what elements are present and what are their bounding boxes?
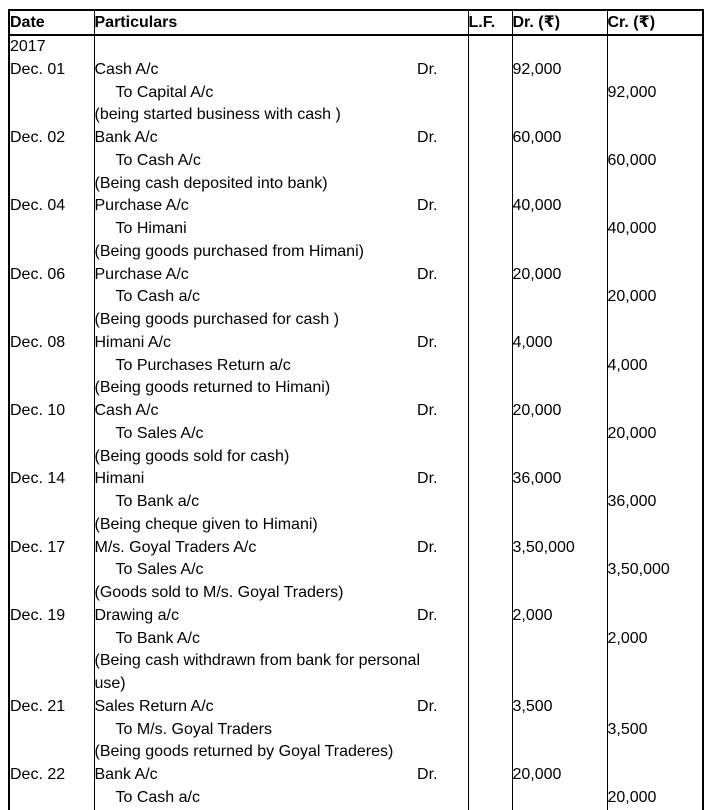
lf-cell bbox=[468, 264, 512, 287]
lf-cell bbox=[468, 650, 512, 673]
date-cell bbox=[9, 241, 94, 264]
dr-amount-cell bbox=[512, 491, 607, 514]
header-row bbox=[9, 10, 703, 35]
dr-amount-cell: 20,000 bbox=[512, 264, 607, 287]
particulars-cell bbox=[94, 218, 468, 241]
cr-amount-cell bbox=[607, 673, 703, 696]
cr-amount-cell bbox=[607, 605, 703, 628]
journal-row bbox=[9, 673, 703, 696]
particulars-cell bbox=[94, 241, 468, 264]
dr-amount-cell bbox=[512, 218, 607, 241]
narration-text: (Being goods returned by Goyal Traderes) bbox=[94, 743, 394, 761]
lf-cell bbox=[468, 628, 512, 651]
date-cell bbox=[9, 423, 94, 446]
particulars-cell bbox=[94, 264, 468, 287]
dr-amount-cell: 20,000 bbox=[512, 764, 607, 787]
narration-text: (Being cash deposited into bank) bbox=[94, 174, 328, 192]
cr-amount-cell: 20,000 bbox=[607, 787, 703, 810]
particulars-cell bbox=[94, 605, 468, 628]
cr-amount-cell bbox=[607, 241, 703, 264]
dr-amount-cell bbox=[512, 787, 607, 810]
particulars-cell bbox=[94, 673, 468, 696]
lf-cell bbox=[468, 741, 512, 764]
credit-account-text: To Cash A/c bbox=[115, 151, 201, 169]
journal-row bbox=[9, 628, 703, 651]
particulars-cell bbox=[94, 719, 468, 742]
date-cell: Dec. 02 bbox=[9, 127, 94, 150]
account-text: Cash A/c bbox=[94, 60, 159, 78]
particulars-cell bbox=[94, 764, 468, 787]
lf-cell bbox=[468, 332, 512, 355]
lf-cell bbox=[468, 673, 512, 696]
journal-row bbox=[9, 264, 703, 287]
journal-row bbox=[9, 35, 703, 59]
lf-cell bbox=[468, 423, 512, 446]
particulars-cell bbox=[94, 741, 468, 764]
dr-amount-cell bbox=[512, 559, 607, 582]
journal-row bbox=[9, 377, 703, 400]
journal-row bbox=[9, 332, 703, 355]
particulars-cell bbox=[94, 332, 468, 355]
header-lf: L.F. bbox=[468, 10, 512, 35]
cr-amount-cell: 2,000 bbox=[607, 628, 703, 651]
dr-amount-cell bbox=[512, 82, 607, 105]
cr-amount-cell bbox=[607, 332, 703, 355]
dr-amount-cell bbox=[512, 241, 607, 264]
date-cell bbox=[9, 650, 94, 673]
lf-cell bbox=[468, 582, 512, 605]
date-cell bbox=[9, 491, 94, 514]
credit-account-text: To Cash a/c bbox=[115, 788, 200, 806]
dr-amount-cell: 3,50,000 bbox=[512, 537, 607, 560]
cr-amount-cell: 3,50,000 bbox=[607, 559, 703, 582]
narration-text: (Being cheque given to Himani) bbox=[94, 515, 318, 533]
dr-amount-cell bbox=[512, 355, 607, 378]
lf-cell bbox=[468, 241, 512, 264]
particulars-cell bbox=[94, 35, 468, 59]
lf-cell bbox=[468, 787, 512, 810]
cr-amount-cell: 20,000 bbox=[607, 286, 703, 309]
particulars-cell bbox=[94, 377, 468, 400]
dr-amount-cell: 36,000 bbox=[512, 468, 607, 491]
date-cell: Dec. 10 bbox=[9, 400, 94, 423]
lf-cell bbox=[468, 605, 512, 628]
journal-row bbox=[9, 286, 703, 309]
journal-row bbox=[9, 741, 703, 764]
narration-text: (Being goods purchased from Himani) bbox=[94, 242, 364, 260]
account-text: M/s. Goyal Traders A/c bbox=[94, 538, 257, 556]
cr-amount-cell bbox=[607, 741, 703, 764]
particulars-cell bbox=[94, 628, 468, 651]
particulars-cell bbox=[94, 582, 468, 605]
particulars-cell bbox=[94, 537, 468, 560]
narration-text: (Being cash withdrawn from bank for personal bbox=[94, 652, 420, 670]
dr-amount-cell bbox=[512, 741, 607, 764]
dr-amount-cell: 40,000 bbox=[512, 195, 607, 218]
dr-indicator: Dr. bbox=[417, 766, 438, 783]
journal-row bbox=[9, 719, 703, 742]
journal-row bbox=[9, 150, 703, 173]
cr-amount-cell bbox=[607, 309, 703, 332]
journal-row bbox=[9, 605, 703, 628]
journal-row bbox=[9, 559, 703, 582]
date-cell: Dec. 21 bbox=[9, 696, 94, 719]
cr-amount-cell bbox=[607, 104, 703, 127]
dr-amount-cell bbox=[512, 173, 607, 196]
account-text: Bank A/c bbox=[94, 766, 158, 783]
journal-row bbox=[9, 537, 703, 560]
date-cell bbox=[9, 582, 94, 605]
date-cell bbox=[9, 628, 94, 651]
date-cell: 2017 bbox=[9, 35, 94, 59]
dr-amount-cell: 3,500 bbox=[512, 696, 607, 719]
lf-cell bbox=[468, 559, 512, 582]
dr-indicator: Dr. bbox=[417, 697, 438, 715]
credit-account-text: To Bank a/c bbox=[115, 493, 200, 510]
date-cell bbox=[9, 218, 94, 241]
narration-text: (Being goods returned to Himani) bbox=[94, 379, 331, 397]
dr-amount-cell bbox=[512, 628, 607, 651]
particulars-cell bbox=[94, 514, 468, 537]
cr-amount-cell bbox=[607, 400, 703, 423]
lf-cell bbox=[468, 104, 512, 127]
account-text: Purchase A/c bbox=[94, 197, 189, 215]
credit-account-text: To Bank A/c bbox=[115, 629, 200, 647]
particulars-cell bbox=[94, 423, 468, 446]
journal-row bbox=[9, 650, 703, 673]
credit-account-text: To Sales A/c bbox=[115, 424, 204, 442]
credit-account-text: To Purchases Return a/c bbox=[115, 356, 291, 374]
cr-amount-cell bbox=[607, 446, 703, 469]
particulars-cell bbox=[94, 82, 468, 105]
date-cell bbox=[9, 150, 94, 173]
credit-account-text: To Capital A/c bbox=[115, 83, 214, 101]
lf-cell bbox=[468, 400, 512, 423]
cr-amount-cell bbox=[607, 582, 703, 605]
journal-entries-table bbox=[8, 9, 704, 810]
dr-indicator: Dr. bbox=[417, 538, 438, 556]
date-cell bbox=[9, 104, 94, 127]
narration-text: (Goods sold to M/s. Goyal Traders) bbox=[94, 584, 344, 601]
date-cell bbox=[9, 82, 94, 105]
journal-row bbox=[9, 468, 703, 491]
credit-account-text: To Himani bbox=[115, 220, 187, 237]
journal-table-body bbox=[9, 35, 703, 810]
particulars-cell bbox=[94, 286, 468, 309]
account-text: Drawing a/c bbox=[94, 606, 179, 624]
lf-cell bbox=[468, 537, 512, 560]
date-cell: Dec. 04 bbox=[9, 195, 94, 218]
particulars-cell bbox=[94, 309, 468, 332]
dr-indicator: Dr. bbox=[417, 265, 438, 283]
date-cell: Dec. 22 bbox=[9, 764, 94, 787]
dr-amount-cell bbox=[512, 446, 607, 469]
cr-amount-cell: 3,500 bbox=[607, 719, 703, 742]
lf-cell bbox=[468, 82, 512, 105]
header-cr-amount: Cr. (₹) bbox=[607, 10, 703, 35]
dr-indicator: Dr. bbox=[417, 60, 438, 78]
account-text: Bank A/c bbox=[94, 129, 158, 146]
cr-amount-cell bbox=[607, 35, 703, 59]
journal-table-header bbox=[9, 10, 703, 35]
dr-amount-cell bbox=[512, 650, 607, 673]
date-cell: Dec. 06 bbox=[9, 264, 94, 287]
cr-amount-cell bbox=[607, 127, 703, 150]
lf-cell bbox=[468, 173, 512, 196]
particulars-cell bbox=[94, 127, 468, 150]
cr-amount-cell: 36,000 bbox=[607, 491, 703, 514]
date-cell: Dec. 08 bbox=[9, 332, 94, 355]
cr-amount-cell bbox=[607, 764, 703, 787]
date-cell bbox=[9, 719, 94, 742]
cr-amount-cell bbox=[607, 173, 703, 196]
dr-amount-cell bbox=[512, 719, 607, 742]
journal-row bbox=[9, 82, 703, 105]
particulars-cell bbox=[94, 355, 468, 378]
dr-indicator: Dr. bbox=[417, 470, 438, 488]
cr-amount-cell bbox=[607, 195, 703, 218]
date-cell bbox=[9, 355, 94, 378]
particulars-cell bbox=[94, 104, 468, 127]
date-cell bbox=[9, 514, 94, 537]
account-text: Cash A/c bbox=[94, 402, 159, 419]
date-cell: Dec. 14 bbox=[9, 468, 94, 491]
cr-amount-cell bbox=[607, 377, 703, 400]
narration-text: (Being goods sold for cash) bbox=[94, 447, 290, 465]
particulars-cell bbox=[94, 650, 468, 673]
narration-text: use) bbox=[94, 675, 126, 692]
cr-amount-cell bbox=[607, 468, 703, 491]
lf-cell bbox=[468, 377, 512, 400]
date-cell bbox=[9, 377, 94, 400]
lf-cell bbox=[468, 286, 512, 309]
dr-amount-cell bbox=[512, 673, 607, 696]
journal-row bbox=[9, 696, 703, 719]
account-text: Himani A/c bbox=[94, 333, 171, 351]
journal-row bbox=[9, 787, 703, 810]
journal-row bbox=[9, 309, 703, 332]
cr-amount-cell bbox=[607, 537, 703, 560]
credit-account-text: To M/s. Goyal Traders bbox=[115, 720, 272, 738]
cr-amount-cell bbox=[607, 514, 703, 537]
lf-cell bbox=[468, 514, 512, 537]
lf-cell bbox=[468, 218, 512, 241]
date-cell: Dec. 19 bbox=[9, 605, 94, 628]
lf-cell bbox=[468, 468, 512, 491]
journal-row bbox=[9, 173, 703, 196]
journal-row bbox=[9, 764, 703, 787]
dr-indicator: Dr. bbox=[417, 129, 438, 146]
dr-amount-cell bbox=[512, 309, 607, 332]
date-cell bbox=[9, 446, 94, 469]
cr-amount-cell: 40,000 bbox=[607, 218, 703, 241]
journal-row bbox=[9, 446, 703, 469]
account-text: Sales Return A/c bbox=[94, 697, 214, 715]
dr-amount-cell bbox=[512, 104, 607, 127]
date-cell: Dec. 17 bbox=[9, 537, 94, 560]
dr-indicator: Dr. bbox=[417, 333, 438, 351]
header-dr-amount: Dr. (₹) bbox=[512, 10, 607, 35]
cr-amount-cell: 20,000 bbox=[607, 423, 703, 446]
journal-row bbox=[9, 355, 703, 378]
particulars-cell bbox=[94, 696, 468, 719]
particulars-cell bbox=[94, 446, 468, 469]
dr-amount-cell bbox=[512, 286, 607, 309]
cr-amount-cell: 92,000 bbox=[607, 82, 703, 105]
particulars-cell bbox=[94, 559, 468, 582]
journal-row bbox=[9, 491, 703, 514]
lf-cell bbox=[468, 355, 512, 378]
cr-amount-cell bbox=[607, 650, 703, 673]
particulars-cell bbox=[94, 491, 468, 514]
date-cell bbox=[9, 673, 94, 696]
account-text: Purchase A/c bbox=[94, 265, 189, 283]
date-cell bbox=[9, 309, 94, 332]
particulars-cell bbox=[94, 468, 468, 491]
cr-amount-cell: 60,000 bbox=[607, 150, 703, 173]
dr-amount-cell: 2,000 bbox=[512, 605, 607, 628]
narration-text: (being started business with cash ) bbox=[94, 106, 341, 124]
journal-row bbox=[9, 195, 703, 218]
lf-cell bbox=[468, 127, 512, 150]
particulars-cell bbox=[94, 787, 468, 810]
dr-amount-cell: 4,000 bbox=[512, 332, 607, 355]
dr-indicator: Dr. bbox=[417, 402, 438, 419]
lf-cell bbox=[468, 150, 512, 173]
credit-account-text: To Cash a/c bbox=[115, 288, 200, 306]
journal-row bbox=[9, 241, 703, 264]
dr-amount-cell bbox=[512, 582, 607, 605]
date-cell bbox=[9, 787, 94, 810]
lf-cell bbox=[468, 696, 512, 719]
dr-amount-cell bbox=[512, 150, 607, 173]
lf-cell bbox=[468, 491, 512, 514]
credit-account-text: To Sales A/c bbox=[115, 561, 204, 579]
header-date: Date bbox=[9, 10, 94, 35]
date-cell bbox=[9, 286, 94, 309]
dr-amount-cell: 92,000 bbox=[512, 59, 607, 82]
account-text: Himani bbox=[94, 470, 145, 488]
lf-cell bbox=[468, 764, 512, 787]
journal-row bbox=[9, 514, 703, 537]
dr-amount-cell bbox=[512, 377, 607, 400]
particulars-cell bbox=[94, 59, 468, 82]
cr-amount-cell bbox=[607, 696, 703, 719]
date-cell: Dec. 01 bbox=[9, 59, 94, 82]
dr-amount-cell: 20,000 bbox=[512, 400, 607, 423]
lf-cell bbox=[468, 719, 512, 742]
dr-amount-cell bbox=[512, 423, 607, 446]
cr-amount-cell bbox=[607, 59, 703, 82]
dr-amount-cell: 60,000 bbox=[512, 127, 607, 150]
journal-row bbox=[9, 59, 703, 82]
journal-row bbox=[9, 127, 703, 150]
particulars-cell bbox=[94, 400, 468, 423]
dr-amount-cell bbox=[512, 35, 607, 59]
lf-cell bbox=[468, 59, 512, 82]
date-cell bbox=[9, 741, 94, 764]
journal-row bbox=[9, 582, 703, 605]
dr-indicator: Dr. bbox=[417, 197, 438, 215]
lf-cell bbox=[468, 195, 512, 218]
particulars-cell bbox=[94, 150, 468, 173]
dr-indicator: Dr. bbox=[417, 606, 438, 624]
journal-row bbox=[9, 218, 703, 241]
lf-cell bbox=[468, 309, 512, 332]
date-cell bbox=[9, 173, 94, 196]
cr-amount-cell bbox=[607, 264, 703, 287]
journal-row bbox=[9, 400, 703, 423]
particulars-cell bbox=[94, 195, 468, 218]
journal-row bbox=[9, 423, 703, 446]
narration-text: (Being goods purchased for cash ) bbox=[94, 311, 340, 328]
particulars-cell bbox=[94, 173, 468, 196]
header-particulars: Particulars bbox=[94, 10, 468, 35]
lf-cell bbox=[468, 35, 512, 59]
dr-amount-cell bbox=[512, 514, 607, 537]
lf-cell bbox=[468, 446, 512, 469]
cr-amount-cell: 4,000 bbox=[607, 355, 703, 378]
journal-row bbox=[9, 104, 703, 127]
date-cell bbox=[9, 559, 94, 582]
